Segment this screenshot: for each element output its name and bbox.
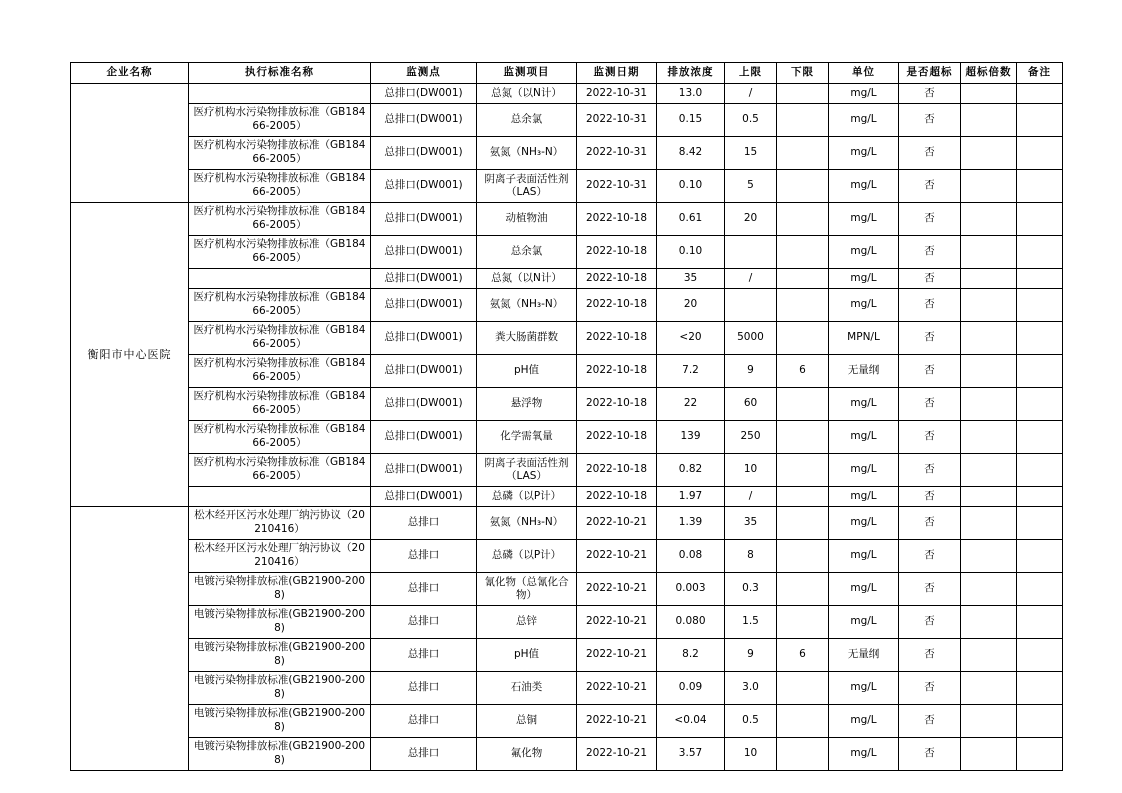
cell-date: 2022-10-18 — [577, 236, 657, 269]
cell-note — [1017, 170, 1063, 203]
cell-item: 粪大肠菌群数 — [477, 322, 577, 355]
cell-unit: mg/L — [829, 203, 899, 236]
column-header-standard: 执行标准名称 — [189, 63, 371, 84]
cell-exceed: 否 — [899, 540, 961, 573]
cell-upper: 0.3 — [725, 573, 777, 606]
table-row — [71, 672, 1063, 705]
cell-point: 总排口(DW001) — [371, 388, 477, 421]
table-row — [71, 540, 1063, 573]
cell-concentration: <0.04 — [657, 705, 725, 738]
table-row — [71, 84, 1063, 104]
cell-standard: 医疗机构水污染物排放标准（GB18466-2005） — [189, 355, 371, 388]
table-row — [71, 322, 1063, 355]
cell-point: 总排口(DW001) — [371, 355, 477, 388]
table-row — [71, 137, 1063, 170]
cell-concentration: 0.10 — [657, 236, 725, 269]
cell-note — [1017, 388, 1063, 421]
cell-lower — [777, 705, 829, 738]
cell-lower: 6 — [777, 355, 829, 388]
cell-company — [71, 84, 189, 203]
cell-exceed-times — [961, 540, 1017, 573]
cell-company: 衡阳市中心医院 — [71, 203, 189, 507]
cell-upper: 1.5 — [725, 606, 777, 639]
cell-point: 总排口(DW001) — [371, 203, 477, 236]
cell-exceed-times — [961, 421, 1017, 454]
cell-exceed: 否 — [899, 355, 961, 388]
table-row — [71, 606, 1063, 639]
table-row — [71, 573, 1063, 606]
cell-item: 总铜 — [477, 705, 577, 738]
column-header-lower: 下限 — [777, 63, 829, 84]
cell-concentration: 3.57 — [657, 738, 725, 771]
cell-item: 悬浮物 — [477, 388, 577, 421]
cell-upper: 9 — [725, 639, 777, 672]
cell-date: 2022-10-18 — [577, 421, 657, 454]
cell-date: 2022-10-21 — [577, 606, 657, 639]
cell-exceed-times — [961, 84, 1017, 104]
cell-date: 2022-10-31 — [577, 170, 657, 203]
cell-lower — [777, 84, 829, 104]
cell-exceed: 否 — [899, 573, 961, 606]
cell-exceed-times — [961, 507, 1017, 540]
cell-exceed-times — [961, 170, 1017, 203]
cell-unit: mg/L — [829, 705, 899, 738]
cell-unit: mg/L — [829, 487, 899, 507]
cell-lower — [777, 104, 829, 137]
cell-point: 总排口 — [371, 540, 477, 573]
cell-unit: 无量纲 — [829, 355, 899, 388]
cell-exceed-times — [961, 137, 1017, 170]
cell-lower — [777, 606, 829, 639]
cell-standard: 电镀污染物排放标准(GB21900-2008) — [189, 705, 371, 738]
cell-point: 总排口(DW001) — [371, 84, 477, 104]
cell-standard: 松木经开区污水处理厂纳污协议（20210416） — [189, 540, 371, 573]
column-header-unit: 单位 — [829, 63, 899, 84]
cell-point: 总排口(DW001) — [371, 487, 477, 507]
cell-date: 2022-10-18 — [577, 454, 657, 487]
cell-unit: mg/L — [829, 507, 899, 540]
cell-date: 2022-10-18 — [577, 203, 657, 236]
cell-note — [1017, 203, 1063, 236]
table-row — [71, 388, 1063, 421]
cell-lower — [777, 738, 829, 771]
cell-date: 2022-10-18 — [577, 355, 657, 388]
cell-upper: 60 — [725, 388, 777, 421]
cell-date: 2022-10-18 — [577, 388, 657, 421]
cell-item: pH值 — [477, 355, 577, 388]
cell-exceed-times — [961, 672, 1017, 705]
cell-date: 2022-10-18 — [577, 289, 657, 322]
cell-unit: mg/L — [829, 104, 899, 137]
cell-standard: 电镀污染物排放标准(GB21900-2008) — [189, 573, 371, 606]
cell-exceed-times — [961, 355, 1017, 388]
cell-standard — [189, 487, 371, 507]
cell-item: pH值 — [477, 639, 577, 672]
cell-concentration: 8.2 — [657, 639, 725, 672]
cell-note — [1017, 454, 1063, 487]
cell-exceed: 否 — [899, 454, 961, 487]
cell-exceed: 否 — [899, 269, 961, 289]
table-header — [71, 63, 1063, 84]
cell-note — [1017, 573, 1063, 606]
cell-point: 总排口(DW001) — [371, 269, 477, 289]
cell-note — [1017, 236, 1063, 269]
cell-point: 总排口 — [371, 606, 477, 639]
cell-standard: 医疗机构水污染物排放标准（GB18466-2005） — [189, 203, 371, 236]
cell-standard: 医疗机构水污染物排放标准（GB18466-2005） — [189, 388, 371, 421]
cell-note — [1017, 606, 1063, 639]
cell-lower — [777, 421, 829, 454]
cell-date: 2022-10-21 — [577, 540, 657, 573]
cell-note — [1017, 104, 1063, 137]
cell-concentration: 8.42 — [657, 137, 725, 170]
cell-standard: 医疗机构水污染物排放标准（GB18466-2005） — [189, 170, 371, 203]
table-row — [71, 705, 1063, 738]
cell-note — [1017, 540, 1063, 573]
cell-concentration: 0.09 — [657, 672, 725, 705]
column-header-point: 监测点 — [371, 63, 477, 84]
cell-unit: mg/L — [829, 289, 899, 322]
cell-point: 总排口 — [371, 507, 477, 540]
cell-item: 氨氮（NH₃-N） — [477, 507, 577, 540]
cell-lower — [777, 573, 829, 606]
cell-exceed: 否 — [899, 606, 961, 639]
cell-exceed: 否 — [899, 104, 961, 137]
table-row — [71, 738, 1063, 771]
table-row — [71, 507, 1063, 540]
cell-exceed: 否 — [899, 705, 961, 738]
cell-upper: 9 — [725, 355, 777, 388]
cell-date: 2022-10-31 — [577, 104, 657, 137]
cell-unit: mg/L — [829, 137, 899, 170]
cell-exceed-times — [961, 639, 1017, 672]
cell-exceed: 否 — [899, 388, 961, 421]
column-header-item: 监测项目 — [477, 63, 577, 84]
cell-point: 总排口 — [371, 738, 477, 771]
cell-point: 总排口(DW001) — [371, 322, 477, 355]
table-row — [71, 487, 1063, 507]
cell-item: 化学需氧量 — [477, 421, 577, 454]
cell-point: 总排口 — [371, 639, 477, 672]
cell-concentration: 20 — [657, 289, 725, 322]
cell-note — [1017, 137, 1063, 170]
cell-note — [1017, 84, 1063, 104]
cell-unit: mg/L — [829, 672, 899, 705]
cell-unit: mg/L — [829, 606, 899, 639]
cell-point: 总排口 — [371, 573, 477, 606]
cell-note — [1017, 705, 1063, 738]
cell-date: 2022-10-21 — [577, 738, 657, 771]
column-header-date: 监测日期 — [577, 63, 657, 84]
cell-exceed: 否 — [899, 738, 961, 771]
cell-item: 氨氮（NH₃-N） — [477, 137, 577, 170]
cell-date: 2022-10-21 — [577, 507, 657, 540]
table-row — [71, 639, 1063, 672]
cell-exceed: 否 — [899, 487, 961, 507]
cell-upper: / — [725, 84, 777, 104]
cell-unit: mg/L — [829, 454, 899, 487]
cell-date: 2022-10-18 — [577, 269, 657, 289]
cell-exceed-times — [961, 738, 1017, 771]
cell-date: 2022-10-31 — [577, 137, 657, 170]
cell-lower — [777, 269, 829, 289]
cell-note — [1017, 322, 1063, 355]
cell-upper: 15 — [725, 137, 777, 170]
cell-note — [1017, 355, 1063, 388]
cell-exceed: 否 — [899, 639, 961, 672]
cell-company — [71, 507, 189, 771]
cell-upper: 20 — [725, 203, 777, 236]
cell-exceed: 否 — [899, 84, 961, 104]
cell-exceed: 否 — [899, 170, 961, 203]
cell-date: 2022-10-21 — [577, 672, 657, 705]
cell-upper — [725, 289, 777, 322]
cell-lower — [777, 454, 829, 487]
cell-date: 2022-10-31 — [577, 84, 657, 104]
cell-point: 总排口(DW001) — [371, 421, 477, 454]
cell-exceed-times — [961, 104, 1017, 137]
cell-item: 总磷（以P计） — [477, 487, 577, 507]
cell-concentration: 139 — [657, 421, 725, 454]
cell-concentration: 35 — [657, 269, 725, 289]
cell-unit: mg/L — [829, 421, 899, 454]
table-row — [71, 454, 1063, 487]
cell-exceed: 否 — [899, 203, 961, 236]
cell-item: 阴离子表面活性剂（LAS） — [477, 170, 577, 203]
cell-concentration: 0.61 — [657, 203, 725, 236]
cell-point: 总排口(DW001) — [371, 236, 477, 269]
cell-lower — [777, 170, 829, 203]
column-header-note: 备注 — [1017, 63, 1063, 84]
cell-lower: 6 — [777, 639, 829, 672]
cell-item: 动植物油 — [477, 203, 577, 236]
table-row — [71, 203, 1063, 236]
cell-unit: mg/L — [829, 540, 899, 573]
cell-exceed-times — [961, 487, 1017, 507]
table-row — [71, 355, 1063, 388]
cell-note — [1017, 507, 1063, 540]
cell-upper: 10 — [725, 454, 777, 487]
table-row — [71, 269, 1063, 289]
cell-standard: 医疗机构水污染物排放标准（GB18466-2005） — [189, 104, 371, 137]
cell-point: 总排口(DW001) — [371, 170, 477, 203]
cell-upper: 250 — [725, 421, 777, 454]
cell-concentration: <20 — [657, 322, 725, 355]
cell-exceed-times — [961, 573, 1017, 606]
cell-exceed-times — [961, 289, 1017, 322]
cell-lower — [777, 137, 829, 170]
table-row — [71, 170, 1063, 203]
cell-exceed-times — [961, 705, 1017, 738]
cell-date: 2022-10-21 — [577, 573, 657, 606]
cell-date: 2022-10-18 — [577, 322, 657, 355]
cell-standard: 电镀污染物排放标准(GB21900-2008) — [189, 672, 371, 705]
cell-standard: 电镀污染物排放标准(GB21900-2008) — [189, 606, 371, 639]
cell-unit: mg/L — [829, 170, 899, 203]
cell-standard: 医疗机构水污染物排放标准（GB18466-2005） — [189, 322, 371, 355]
cell-item: 总锌 — [477, 606, 577, 639]
cell-concentration: 0.080 — [657, 606, 725, 639]
cell-upper: 0.5 — [725, 705, 777, 738]
cell-note — [1017, 289, 1063, 322]
cell-exceed-times — [961, 606, 1017, 639]
cell-point: 总排口(DW001) — [371, 104, 477, 137]
cell-upper: 3.0 — [725, 672, 777, 705]
cell-unit: mg/L — [829, 573, 899, 606]
cell-unit: mg/L — [829, 738, 899, 771]
cell-exceed-times — [961, 269, 1017, 289]
cell-exceed-times — [961, 454, 1017, 487]
table-row — [71, 289, 1063, 322]
table-row — [71, 104, 1063, 137]
cell-concentration: 0.08 — [657, 540, 725, 573]
cell-exceed-times — [961, 203, 1017, 236]
cell-upper: / — [725, 487, 777, 507]
cell-standard: 医疗机构水污染物排放标准（GB18466-2005） — [189, 236, 371, 269]
cell-exceed: 否 — [899, 507, 961, 540]
column-header-concentration: 排放浓度 — [657, 63, 725, 84]
cell-item: 阴离子表面活性剂（LAS） — [477, 454, 577, 487]
cell-unit: 无量纲 — [829, 639, 899, 672]
column-header-upper: 上限 — [725, 63, 777, 84]
cell-item: 氟化物 — [477, 738, 577, 771]
cell-date: 2022-10-21 — [577, 705, 657, 738]
cell-point: 总排口 — [371, 672, 477, 705]
cell-upper: 0.5 — [725, 104, 777, 137]
cell-item: 总氮（以N计） — [477, 84, 577, 104]
cell-exceed: 否 — [899, 672, 961, 705]
cell-standard: 电镀污染物排放标准(GB21900-2008) — [189, 738, 371, 771]
cell-standard: 松木经开区污水处理厂纳污协议（20210416） — [189, 507, 371, 540]
cell-note — [1017, 269, 1063, 289]
cell-standard: 医疗机构水污染物排放标准（GB18466-2005） — [189, 289, 371, 322]
cell-upper: 10 — [725, 738, 777, 771]
cell-lower — [777, 236, 829, 269]
cell-standard: 电镀污染物排放标准(GB21900-2008) — [189, 639, 371, 672]
cell-date: 2022-10-18 — [577, 487, 657, 507]
cell-lower — [777, 388, 829, 421]
cell-unit: mg/L — [829, 388, 899, 421]
cell-concentration: 0.003 — [657, 573, 725, 606]
table-row — [71, 421, 1063, 454]
cell-standard — [189, 269, 371, 289]
cell-upper: 5 — [725, 170, 777, 203]
cell-lower — [777, 289, 829, 322]
cell-item: 氰化物（总氰化合物） — [477, 573, 577, 606]
cell-standard — [189, 84, 371, 104]
cell-exceed: 否 — [899, 236, 961, 269]
table-body — [71, 84, 1063, 771]
cell-item: 氨氮（NH₃-N） — [477, 289, 577, 322]
cell-note — [1017, 738, 1063, 771]
column-header-company: 企业名称 — [71, 63, 189, 84]
cell-date: 2022-10-21 — [577, 639, 657, 672]
cell-point: 总排口(DW001) — [371, 137, 477, 170]
cell-lower — [777, 672, 829, 705]
table-header-row — [71, 63, 1063, 84]
cell-exceed: 否 — [899, 322, 961, 355]
cell-note — [1017, 421, 1063, 454]
cell-note — [1017, 487, 1063, 507]
cell-concentration: 1.97 — [657, 487, 725, 507]
cell-exceed: 否 — [899, 137, 961, 170]
cell-unit: MPN/L — [829, 322, 899, 355]
cell-lower — [777, 507, 829, 540]
cell-item: 总余氯 — [477, 104, 577, 137]
cell-exceed-times — [961, 388, 1017, 421]
cell-concentration: 7.2 — [657, 355, 725, 388]
cell-unit: mg/L — [829, 84, 899, 104]
cell-upper: 5000 — [725, 322, 777, 355]
cell-upper — [725, 236, 777, 269]
cell-lower — [777, 322, 829, 355]
cell-lower — [777, 487, 829, 507]
cell-concentration: 0.82 — [657, 454, 725, 487]
cell-note — [1017, 672, 1063, 705]
column-header-exceed-times: 超标倍数 — [961, 63, 1017, 84]
cell-unit: mg/L — [829, 236, 899, 269]
cell-upper: / — [725, 269, 777, 289]
cell-upper: 35 — [725, 507, 777, 540]
table-row — [71, 236, 1063, 269]
cell-concentration: 13.0 — [657, 84, 725, 104]
cell-concentration: 22 — [657, 388, 725, 421]
cell-point: 总排口(DW001) — [371, 454, 477, 487]
cell-concentration: 0.10 — [657, 170, 725, 203]
pollution-monitoring-table — [70, 62, 1063, 771]
cell-exceed-times — [961, 322, 1017, 355]
cell-concentration: 0.15 — [657, 104, 725, 137]
cell-exceed: 否 — [899, 421, 961, 454]
cell-point: 总排口 — [371, 705, 477, 738]
cell-item: 总磷（以P计） — [477, 540, 577, 573]
cell-item: 石油类 — [477, 672, 577, 705]
cell-concentration: 1.39 — [657, 507, 725, 540]
cell-item: 总余氯 — [477, 236, 577, 269]
cell-standard: 医疗机构水污染物排放标准（GB18466-2005） — [189, 454, 371, 487]
cell-exceed: 否 — [899, 289, 961, 322]
cell-item: 总氮（以N计） — [477, 269, 577, 289]
cell-note — [1017, 639, 1063, 672]
cell-point: 总排口(DW001) — [371, 289, 477, 322]
cell-upper: 8 — [725, 540, 777, 573]
cell-lower — [777, 203, 829, 236]
column-header-exceed: 是否超标 — [899, 63, 961, 84]
cell-exceed-times — [961, 236, 1017, 269]
cell-standard: 医疗机构水污染物排放标准（GB18466-2005） — [189, 421, 371, 454]
cell-standard: 医疗机构水污染物排放标准（GB18466-2005） — [189, 137, 371, 170]
cell-lower — [777, 540, 829, 573]
cell-unit: mg/L — [829, 269, 899, 289]
